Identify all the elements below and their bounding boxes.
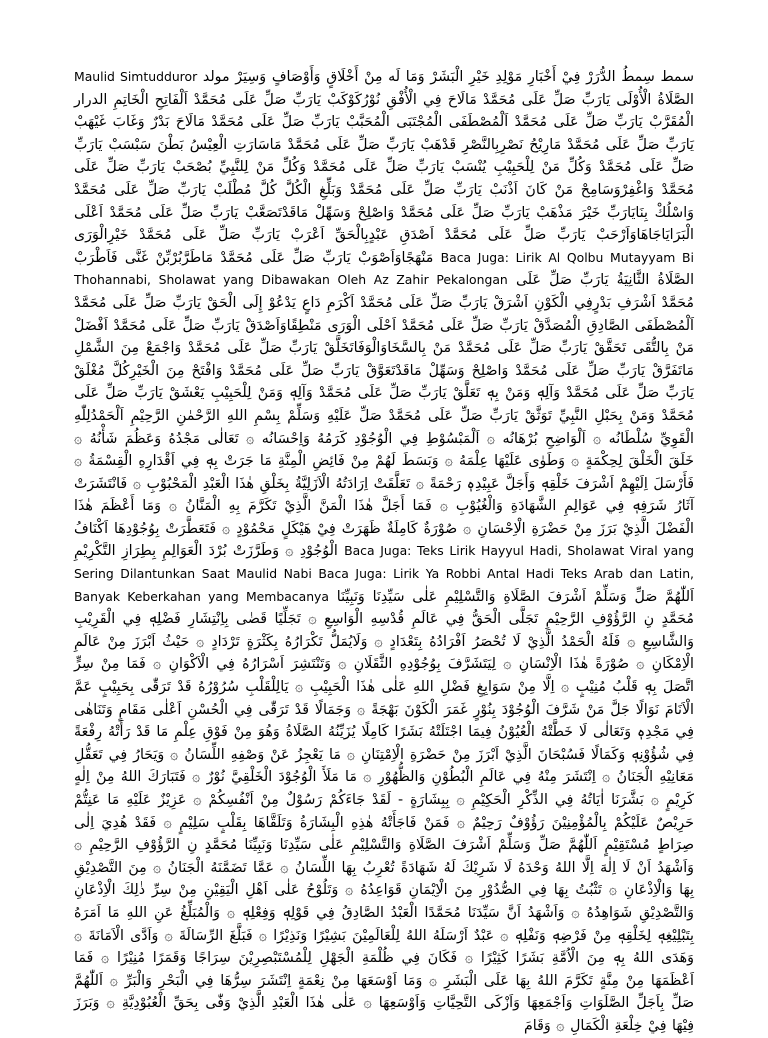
second-salawat-text: الصَّلَاةُ الثَّانِيَةُ يَارَبِّ صَلِّ عَلَى مُحَمَّدْ اَشْرَفِ بَدْرٍفِي الْكَوْنِ اَشْرَقْ يَارَبِّ صَلِّ عَلَى مُحَمَّدْ اَكْرَمِ دَاعٍ يَدْعُوْ إِلَى الْحَقْ يَارَبِّ صَلِّ عَلَى مُحَمَّدْ اَلْمُصْطَفَى الصَّادِقِ الْمُصَدَّقْ يَارَبِّ صَلِّ عَلَى مُحَمَّدْ اَحْلَى الْوَرَى مَنْطِقًاوَاَصْدَقْ يَارَبِّ صَلِّ عَلَى مُحَمَّدْ اَفْضَلْ مَنْ بِالتُّقَى تَحَقَّقْ يَارَبِّ صَلِّ عَلَى مُحَمَّدْ مَنْ بِالسَّخَاوَالْوَفَاتَخَلَّقْ يَارَبِّ صَلِّ عَلَى مُحَمَّدْ وَاجْمَعْ مِنَ الشَّمْلِ مَاتَفَرَّقْ يَارَبِّ صَلِّ عَلَى مُحَمَّدْ وَاصْلِحْ وَسَهِّلْ مَاقَدْتَعَوَّقْ يَارَبِّ صَلِّ عَلَى مُحَمَّدْ وَافْتَحْ مِنَ الْخَيْرِكُلَّ مُغْلَقْ يَارَبِّ صَلِّ عَلَى مُحَمَّدْ وَآلِهٖ وَمَنْ بِهٖ تَعَلَّقْ يَارَبِّ صَلِّ عَلَى مُحَمَّدْ وَآلِهٖ وَمَنْ لِلْحَبِيْبِ يَعْشَقْ يَارَبِّ صَلِّ عَلَى مُحَمَّدْ وَمَنْ بِحَبْلِ النَّبِيِّ تَوَثَّقْ يَارَبِّ صَلِّ عَلَى مُحَمَّدْ صَلِّ عَلَيْهِ وَسَلِّمْ بِسْمِ اللهِ الرَّحْمٰنِ الرَّحِيْمِ اَلْحَمْدُلِلّٰهِ الْقَوِيِّ سُلْطَانُه ۞ اَلْوَاضِحِ بُرْهَانُه ۞ اَلْمَبْسُوْطِ فِي الْوُجُوْدِ كَرَمُهُ وَاِحْسَانُه ۞ تَعَالٰى مَجْدُهُ وَعَظُمَ شَأْنُهُ ۞ خَلَقَ الْخَلْقَ لِحِكْمَةٍ ۞ وَطَوٰى عَلَيْهَا عِلْمَهُ ۞ وَبَسَطَ لَهُمْ مِنْ فَائِضِ الْمِنَّةِ مَا جَرَتْ بِهٖ فِي اَقْدَارِهِ الْقِسْمَةُ ۞ فَأَرْسَلَ اِلَيْهِمْ اَشْرَفَ خَلْقِهٖ وَأَجَلَّ عَبِيْدِهٖ رَحْمَةً ۞ تَعَلَّقَتْ اِرَادَتُهُ الْاَزَلِيَّةُ بِخَلْقِ هٰذَا الْعَبْدِ الْمَحْبُوْبِ ۞ فَانْتَشَرَتْ آثَارُ شَرَفِهٖ فِي عَوَالِمِ الشَّهَادَةِ وَالْغُيُوْبِ ۞ فَمَا أَجَلَّ هٰذَا الْمَنَّ الَّذِيْ تَكَرَّمَ بِهِ الْمَنَّانُ ۞ وَمَا أَعْظَمَ هٰذَا الْفَضْلَ الَّذِيْ بَرَزَ مِنْ حَضْرَةِ الْاِحْسَانِ ۞ صُوْرَةٌ كَامِلَةٌ ظَهَرَتْ فِيْ هَيْكَلٍ مَحْمُوْدٍ ۞ فَتَعَطَّرَتْ بِوُجُوْدِهَا اَكْنَافُ الْوُجُوْدِ ۞ وَطَرَّزَتْ بُرْدَ الْعَوَالِمِ بِطِرَازِ التَّكْرِيْمِ [74,272,695,560]
related-article-link-2[interactable]: Baca Juga: Teks Lirik Hayyul Hadi, Sholawat Viral yang Sering Dilantunkan Saat Maulid Nabi Baca Juga: Lirik Ya Robbi Antal Hadi Teks Arab dan Latin, Banyak Keberkahan yang Membacanya [74,543,694,604]
document-title-latin: Maulid Simtudduror [74,69,198,84]
maulid-subtitle-arabic: سمط الدرار [74,69,695,108]
continued-arabic-text: اَللّٰهُمَّ صَلِّ وَسَلِّمْ اَشْرَفَ الصَّلَاةِ وَالتَّسْلِيْمِ عَلٰى سَيِّدِنَا وَنَبِيِّنَا مُحَمَّدٍ نِ الرَّؤُوْفِ الرَّحِيْمِ تَجَلَّى الْحَقُّ فِي عَالَمِ قُدْسِهِ الْوَاسِعِ ۞ تَجَلِّيًا قَضٰى بِاِنْتِشَارِ فَضْلِهٖ فِي الْقَرِيْبِ وَالشَّاسِعِ ۞ فَلَهُ الْحَمْدُ الَّذِيْ لَا تُحْصَرُ اَفْرَادُهُ بِتَعْدَادٍ ۞ وَلَايُمَلُّ تَكْرَارُهُ بِكَثْرَةٍ تَرْدَادٍ ۞ حَيْثُ اَبْرَزَ مِنْ عَالَمِ الْاِمْكَانِ ۞ صُوْرَةً هٰذَا الْاِنْسَانِ ۞ لِيَتَشَرَّفَ بِوُجُوْدِهِ الثَّقَلَانِ ۞ وَتَنْتَشِرَ اَسْرَارُهُ فِي الْاَكْوَانِ ۞ فَمَا مِنْ سِرٍّ اتَّصَلَ بِهٖ قَلْبُ مُنِيْبٍ ۞ اِلَّا مِنْ سَوَابِغِ فَضْلِ اللهِ عَلٰى هٰذَا الْحَبِيْبِ ۞ يَالِلْقَلْبِ سُرُوْرُهُ قَدْ تَرَقّٰى بِحَبِيْبٍ عَمَّ الْاَنَامَ نَوَالًا جَلَّ مَنْ شَرَّفَ الْوُجُوْدَ بِنُوْرٍ غَمَرَ الْكَوْنَ بَهْجَةً ۞ وَجَمَالًا قَدْ تَرَقّٰى فِي الْحُسْنِ اَعْلٰى مَقَامٍ وَتَنَاهٰى فِي مَجْدِهٖ وَتَعَالٰى لَا خَطَّتْهُ الْعُيُوْنُ فِيمَا اجْتَلَتْهُ بَشَرًا كَامِلًا يُزَيِّنُهُ الصَّلَاةُ وَهُوَ مِنْ فَوْقِ عِلْمِ مَا قَدْ رَأَتْهُ رِفْعَةً فِي شُؤُوْنِهٖ وَكَمَالًا فَسُبْحَانَ الَّذِيْ اَبْرَزَ مِنْ حَضْرَةِ الْاِمْتِنَانِ ۞ مَا يَعْجِزُ عَنْ وَصْفِهِ اللِّسَانُ ۞ وَيَحَارُ فِي تَعَقُّلِ مَعَانِيْهِ الْجَنَانُ ۞ اِنْتَشَرَ مِنْهُ فِي عَالَمِ الْبُطُوْنِ وَالظُّهُوْرِ ۞ مَا مَلَأَ الْوُجُوْدَ الْخَلْقِيَّ نُوْرٌ ۞ فَتَبَارَكَ اللهُ مِنْ اِلٰهٍ كَرِيْمٍ ۞ بَشَّرَنَا اٰيَاتُهُ فِي الذِّكْرِ الْحَكِيْمِ ۞ بِبِشَارَةٍ - لَقَدْ جَاءَكُمْ رَسُوْلٌ مِنْ اَنْفُسِكُمْ ۞ عَزِيْزٌ عَلَيْهِ مَا عَنِتُّمْ حَرِيْصٌ عَلَيْكُمْ بِالْمُؤْمِنِيْنَ رَؤُوْفٌ رَحِيْمٌ ۞ فَمَنْ فَاجَأَتْهُ هٰذِهِ الْبِشَارَةُ وَتَلَقَّاهَا بِقَلْبٍ سَلِيْمٍ ۞ فَقَدْ هُدِيَ اِلٰى صِرَاطٍ مُسْتَقِيْمٍ اَللّٰهُمَّ صَلِّ وَسَلِّمْ اَشْرَفَ الصَّلَاةِ وَالتَّسْلِيْمِ عَلٰى سَيِّدِنَا وَنَبِيِّنَا مُحَمَّدٍ نِ الرَّؤُوْفِ الرَّحِيْمِ ۞ وَاَشْهَدُ اَنْ لَا اِلٰهَ اِلَّا اللهُ وَحْدَهُ لَا شَرِيْكَ لَهُ شَهَادَةً تُعْرِبُ بِهَا اللِّسَانُ ۞ عَمَّا تَضَمَّنَهُ الْجَنَانُ ۞ مِنَ التَّصْدِيْقِ بِهَا وَالْاِذْعَانِ ۞ تَثْبُتُ بِهَا فِي الصُّدُوْرِ مِنَ الْاِيْمَانِ قَوَاعِدُهُ ۞ وَتَلُوْحُ عَلٰى اَهْلِ الْيَقِيْنِ مِنْ سِرِّ ذٰلِكَ الْاِذْعَانِ وَالتَّصْدِيْقِ شَوَاهِدُهُ ۞ وَاَشْهَدُ اَنَّ سَيِّدَنَا مُحَمَّدًا الْعَبْدُ الصَّادِقُ فِي قَوْلِهٖ وَفِعْلِهٖ ۞ وَالْمُبَلِّغُ عَنِ اللهِ مَا اَمَرَهُ بِتَبْلِيْغِهٖ لِخَلْقِهٖ مِنْ فَرْضِهٖ وَنَفْلِهٖ ۞ عَبْدٌ اَرْسَلَهُ اللهُ لِلْعَالَمِيْنَ بَشِيْرًا وَنَذِيْرًا ۞ فَبَلَّغَ الرِّسَالَةَ ۞ وَاَدَّى الْاَمَانَةَ ۞ وَهَدَى اللهُ بِهٖ مِنَ الْاُمَّةِ بَشَرًا كَثِيْرًا ۞ فَكَانَ فِي ظُلْمَةِ الْجَهْلِ لِلْمُسْتَبْصِرِيْنَ سِرَاجًا وَقَمَرًا مُنِيْرًا ۞ فَمَا اَعْظَمَهَا مِنْ مِنَّةٍ تَكَرَّمَ اللهُ بِهَا عَلَى الْبَشَرِ ۞ وَمَا اَوْسَعَهَا مِنْ نِعْمَةٍ اِنْتَشَرَ سِرُّهَا فِي الْبَحْرِ وَالْبَرِّ ۞ اَللّٰهُمَّ صَلِّ بِاَجَلِّ الصَّلَوَاتِ وَاَجْمَعِهَا وَاَزْكَى التَّحِيَّاتِ وَاَوْسَعِهَا ۞ عَلٰى هٰذَا الْعَبْدِ الَّذِيْ وَفّٰى بِحَقِّ الْعُبُوْدِيَّةِ ۞ وَبَرَزَ فِيْهَا فِيْ خِلْعَةِ الْكَمَالِ ۞ وَقَامَ [74,588,694,1034]
related-article-link-1[interactable]: Baca Juga: Lirik Al Qolbu Mutayyam Bi Thohannabi, Sholawat yang Dibawakan Oleh Az Zahir Pekalongan [74,249,694,288]
maulid-heading-arabic: سِمطُ الدُّرَرْ فِيْ أَخْبَارِ مَوْلِدِ خَيْرِ الْبَشَرْ وَمَا لَه مِنْ أَخْلَاقٍ وَأَوْصَافٍ وَسِيَرْ مولد [202,69,655,85]
document-page [74,66,695,1034]
article-body [74,66,694,1038]
first-salawat-text: الصَّلَاةُ الْأُوْلَى يَارَبِّ صَلِّ عَلَى مُحَمَّدْ مَالَاحَ فِي الْأُفْقِ نُوْرُكَوْكَبْ يَارَبِّ صَلِّ عَلَى مُحَمَّدْ اَلْفَاتِحِ الْخَاتِمِ الْمُقَرَّبْ يَارَبِّ صَلِّ عَلَى مُحَمَّدْ اَلْمُصْطَفَى الْمُجْتَبَى الْمُحَبَّبْ يَارَبِّ صَلِّ عَلَى مُحَمَّدْ مَالَاحَ بَدْرٌ وَغَابَ غَيْهَبْ يَارَبِّ صَلِّ عَلَى مُحَمَّدْ مَارِيْحُ نَصْرِبِالنَّصْرِ قَدْهَبْ يَارَبِّ صَلِّ عَلَى مُحَمَّدْ مَاسَارَتِ الْعِيْسُ بَطْنَ سَبْسَبْ يَارَبِّ صَلِّ عَلَى مُحَمَّدْ وَكُلِّ مَنْ لِلْحَبِيْبِ يُنْسَبْ يَارَبِّ صَلِّ عَلَى مُحَمَّدْ وَكُلِّ مَنْ لِلنَّبِيِّ بُصْحَبْ يَارَبِّ صَلِّ عَلَى مُحَمَّدْ وَاغْفِرْوَسَامِحْ مَنْ كَانَ اَذْنَبْ يَارَبِّ صَلِّ عَلَى مُحَمَّدْ وَبَلِّغِ الْكُلَّ كُلَّ مُطْلَبْ يَارَبِّ صَلِّ عَلَى مُحَمَّدْ وَاسْلُكْ بِنَايَارَبِّ خَيْرَ مَذْهَبْ يَارَبِّ صَلِّ عَلَى مُحَمَّدْ وَاصْلِحْ وَسَهِّلْ مَاقَدْتَصَعَّبْ يَارَبِّ صَلِّ عَلَى مُحَمَّدْ اَعْلَى الْبَرَايَاجَاهَاوَاَرْحَبْ يَارَبِّ صَلِّ عَلَى مُحَمَّدْ اَصْدَقِ عَبْدٍبِالْحَقِّ اَعْرَبْ يَارَبِّ صَلِّ عَلَى مُحَمَّدْ خَيْرِالْوَرَى مَنْهَجًاوَاَصْوَبْ يَارَبِّ صَلِّ عَلَى مُحَمَّدْ مَاطَرَّبُرْبِّنْ غَنَّى فَاَطْرَبْ [74,91,694,266]
